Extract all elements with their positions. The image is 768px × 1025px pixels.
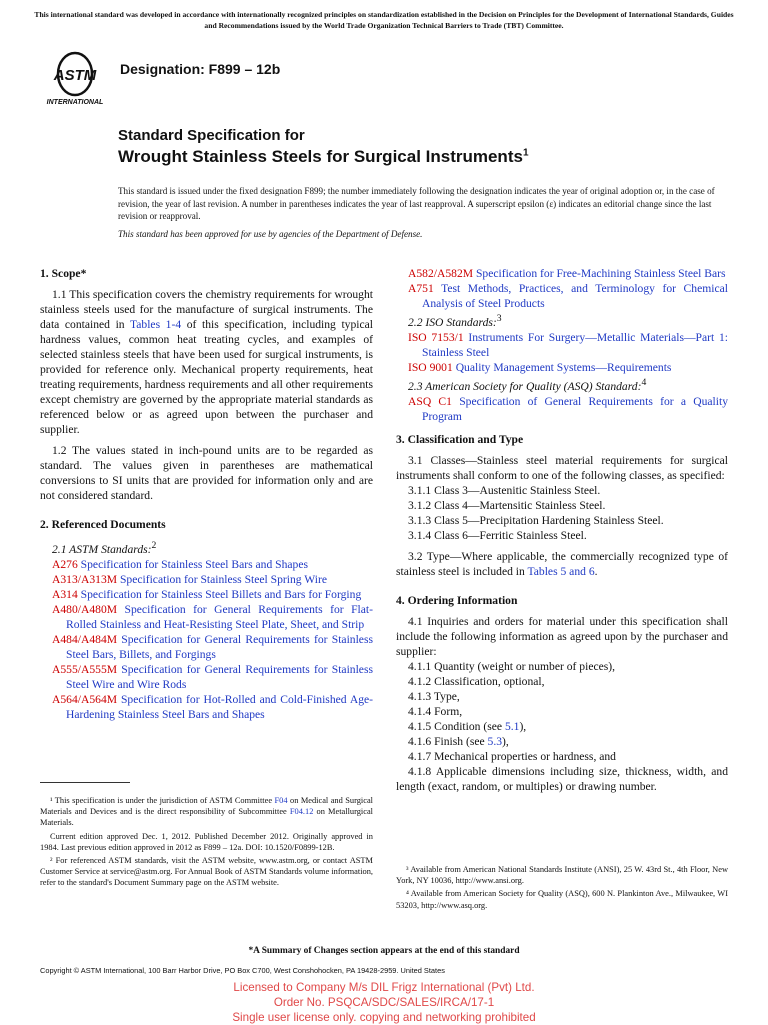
reference-code-link[interactable]: A484/A484M [52,632,118,646]
reference-title-link[interactable]: Specification for Hot-Rolled and Cold-Finished Age-Hardening Stainless Steel Bars and Shapes [66,692,374,721]
preamble: This standard is issued under the fixed designation F899; the number immediately following the designation indicates the year of original adoption or, in the case of revision, the year of last revision. A number in parentheses indicates the year of last reapproval. A superscript epsilon (ε) indicates an editorial change since the last revision or reapproval. [118,186,715,222]
reference-code-link[interactable]: A314 [52,587,78,601]
reference-item [40,632,373,662]
summary-of-changes-note: *A Summary of Changes section appears at the end of this standard [248,946,520,956]
reference-code-link[interactable]: ISO 9001 [408,360,453,374]
ordering-paragraph: 4.1 Inquiries and orders for material under this specification shall include the following information as agreed upon by the purchaser and supplier: [396,614,728,658]
right-column [396,266,728,800]
reference-code-link[interactable]: ASQ C1 [408,394,452,408]
reference-item [40,557,373,572]
footnote-3: ³ Available from American National Standards Institute (ANSI), 25 W. 43rd St., 4th Floor, New York, NY 10036, http://www.ansi.org. [396,865,728,886]
order-item-mechanical: 4.1.7 Mechanical properties or hardness, and [408,749,616,763]
reference-item [40,587,373,602]
iso-label-text: 2.2 ISO Standards: [408,315,497,329]
classes-paragraph: 3.1 Classes—Stainless steel material requirements for surgical instruments shall conform to one of the following classes, as specified: [396,453,728,482]
reference-title-link[interactable]: Specification for Free-Machining Stainless Steel Bars [475,267,726,280]
asq-label-text: 2.3 American Society for Quality (ASQ) Standard: [408,379,642,393]
reference-code-link[interactable]: A313/A313M [52,572,118,586]
scope-paragraph-1 [40,287,373,437]
reference-item [396,394,728,424]
class-item: 3.1.1 Class 3—Austenitic Stainless Steel. [408,483,601,497]
f04-link[interactable]: F04 [274,796,288,805]
title-line-2 [118,147,529,167]
logo-subtext: INTERNATIONAL [46,99,104,106]
tbt-notice: This international standard was developed in accordance with internationally recognized principles on standardization established in the Decision on Principles for the Development of International Standards, Guides and Recommendations issued by the World Trade Organization Technical Barriers to Trade (TBT) Committee. [34,10,734,30]
watermark-line-2: Order No. PSQCA/SDC/SALES/IRCA/17-1 [273,996,495,1009]
reference-code-link[interactable]: A582/A582M [408,267,474,280]
scope-p1-text-a: 1.1 This specification covers the chemistry requirements for wrought stainless steels used for the manufacture of surgical instruments. The data contained in [40,288,373,331]
reference-item [40,602,373,632]
iso-standards-label [396,311,728,330]
reference-code-link[interactable]: A276 [52,557,78,571]
fn1-text-b: on Medical and Surgical Materials and Devices and is the direct responsibility of Subcommittee [40,796,373,817]
footnote-2: ² For referenced ASTM standards, visit the ASTM website, www.astm.org, or contact ASTM Customer Service at service@astm.org. For Annual Book of ASTM Standards volume information, refer to the standard's Document Summary page on the ASTM website. [40,856,373,888]
finish-text-b: ), [502,734,509,748]
class-item: 3.1.2 Class 4—Martensitic Stainless Steel. [408,498,606,512]
astm-reference-list-continued [396,266,728,311]
reference-item [396,266,728,281]
section-5-3-link[interactable]: 5.3 [487,734,503,748]
reference-title-link[interactable]: Specification for Stainless Steel Spring Wire [119,572,327,586]
type-paragraph [396,549,728,579]
license-watermark [0,980,768,1025]
fn1-text-c: on Metallurgical Materials. [40,807,373,828]
scope-p1-text-b: of this specification, including typical hardness values, common heat treating cycles, and examples of selected stainless steels that have been used for surgical instruments, is provided for reference only. Mechanical property requirements, heat treating requirements, hardness requirements and all other requirements except chemistry are governed by the appropriate material standards as referenced below or as agreed upon between the purchaser and supplier. [40,318,374,436]
reference-item [396,330,728,360]
approval-note: This standard has been approved for use by agencies of the Department of Defense. [118,229,423,239]
ordering-list [396,659,728,719]
finish-text-a: 4.1.6 Finish (see [408,734,488,748]
section-5-1-link[interactable]: 5.1 [504,719,520,733]
reference-title-link[interactable]: Specification of General Requirements for a Quality Program [422,394,728,423]
order-item: 4.1.1 Quantity (weight or number of pieces), [408,659,616,673]
reference-title-link[interactable]: Instruments For Surgery—Metallic Materials—Part 1: Stainless Steel [422,330,728,359]
reference-code-link[interactable]: A564/A564M [52,692,118,706]
footnote-1-edition: Current edition approved Dec. 1, 2012. Published December 2012. Originally approved in 1984. Last previous edition approved in 2012 as F899 – 12a. DOI: 10.1520/F0899-12B. [40,831,373,852]
astm-label-text: 2.1 ASTM Standards: [52,542,152,556]
reference-item [40,662,373,692]
reference-code-link[interactable]: A480/A480M [52,602,118,616]
reference-title-link[interactable]: Specification for General Requirements for Stainless Steel Wire and Wire Rods [66,662,373,691]
title-line-1: Standard Specification for [118,127,305,144]
scope-paragraph-2: 1.2 The values stated in inch-pound units are to be regarded as standard. The values given in parentheses are mathematical conversions to SI units that are provided for information only and are not considered standard. [40,444,373,502]
reference-title-link[interactable]: Specification for Stainless Steel Billets and Bars for Forging [80,587,362,601]
order-item-dimensions: 4.1.8 Applicable dimensions including size, thickness, width, and length (exact, random, or multiples) or drawing number. [396,764,728,793]
f04-12-link[interactable]: F04.12 [289,807,314,817]
order-item-finish [396,734,728,749]
section-classification-heading: 3. Classification and Type [396,432,524,446]
footnote-4: ⁴ Available from American Society for Quality (ASQ), 600 N. Plankinton Ave., Milwaukee, WI 53203, http://www.asq.org. [396,889,728,910]
title-footnote-ref[interactable]: 1 [522,147,529,159]
reference-item [396,281,728,311]
reference-item [40,572,373,587]
condition-text-a: 4.1.5 Condition (see [408,719,505,733]
astm-footnote-ref[interactable]: 2 [151,540,157,551]
type-text-b: . [594,564,598,578]
copyright-line: Copyright © ASTM International, 100 Barr Harbor Drive, PO Box C700, West Conshohocken, PA 19428-2959. United States [40,966,445,975]
asq-reference-list [396,394,728,424]
section-ordering-heading: 4. Ordering Information [396,593,518,607]
footnotes-left [40,795,373,891]
fn1-text-a: ¹ This specification is under the jurisdiction of ASTM Committee [50,796,275,805]
iso-reference-list [396,330,728,375]
title-text: Wrought Stainless Steels for Surgical Instruments [118,147,523,166]
reference-code-link[interactable]: ISO 7153/1 [408,330,464,344]
class-item: 3.1.4 Class 6—Ferritic Stainless Steel. [408,528,587,542]
condition-text-b: ), [519,719,527,733]
order-item-condition [396,719,728,734]
footnote-rule [40,782,130,783]
type-text-a: 3.2 Type—Where applicable, the commercially recognized type of stainless steel is included in [396,549,728,578]
designation: Designation: F899 – 12b [120,61,281,77]
reference-item [40,692,373,722]
class-item: 3.1.3 Class 5—Precipitation Hardening Stainless Steel. [408,513,664,527]
astm-standards-label [40,538,373,557]
reference-title-link[interactable]: Test Methods, Practices, and Terminology for Chemical Analysis of Steel Products [422,282,728,310]
astm-logo [40,50,110,106]
left-column [40,266,373,722]
reference-title-link[interactable]: Specification for Stainless Steel Bars and Shapes [80,557,308,571]
watermark-line-3: Single user license only. copying and networking prohibited [232,1011,536,1024]
reference-code-link[interactable]: A555/A555M [52,662,118,676]
tables-5-6-link[interactable]: Tables 5 and 6 [527,564,595,578]
iso-footnote-ref[interactable]: 3 [496,313,502,324]
reference-code-link[interactable]: A751 [408,282,434,295]
reference-title-link[interactable]: Specification for General Requirements for Stainless Steel Bars, Billets, and Forgings [66,632,373,661]
order-item: 4.1.3 Type, [408,689,460,703]
reference-item [396,360,728,375]
reference-title-link[interactable]: Specification for General Requirements for Flat-Rolled Stainless and Heat-Resisting Steel Plate, Sheet, and Strip [66,602,373,631]
reference-title-link[interactable]: Quality Management Systems—Requirements [455,360,672,374]
order-item: 4.1.4 Form, [408,704,463,718]
asq-footnote-ref[interactable]: 4 [641,376,647,388]
astm-reference-list [40,557,373,722]
footnotes-right [396,864,728,913]
tables-1-4-link[interactable]: Tables 1-4 [129,318,182,331]
footnote-1 [40,795,373,829]
logo-text: ASTM [53,67,97,84]
order-item: 4.1.2 Classification, optional, [408,674,545,688]
asq-standards-label [396,375,728,394]
section-scope-heading: 1. Scope* [40,267,87,280]
watermark-line-1: Licensed to Company M/s DIL Frigz International (Pvt) Ltd. [233,981,535,994]
class-list [396,483,728,543]
section-referenced-docs-heading: 2. Referenced Documents [40,518,166,531]
